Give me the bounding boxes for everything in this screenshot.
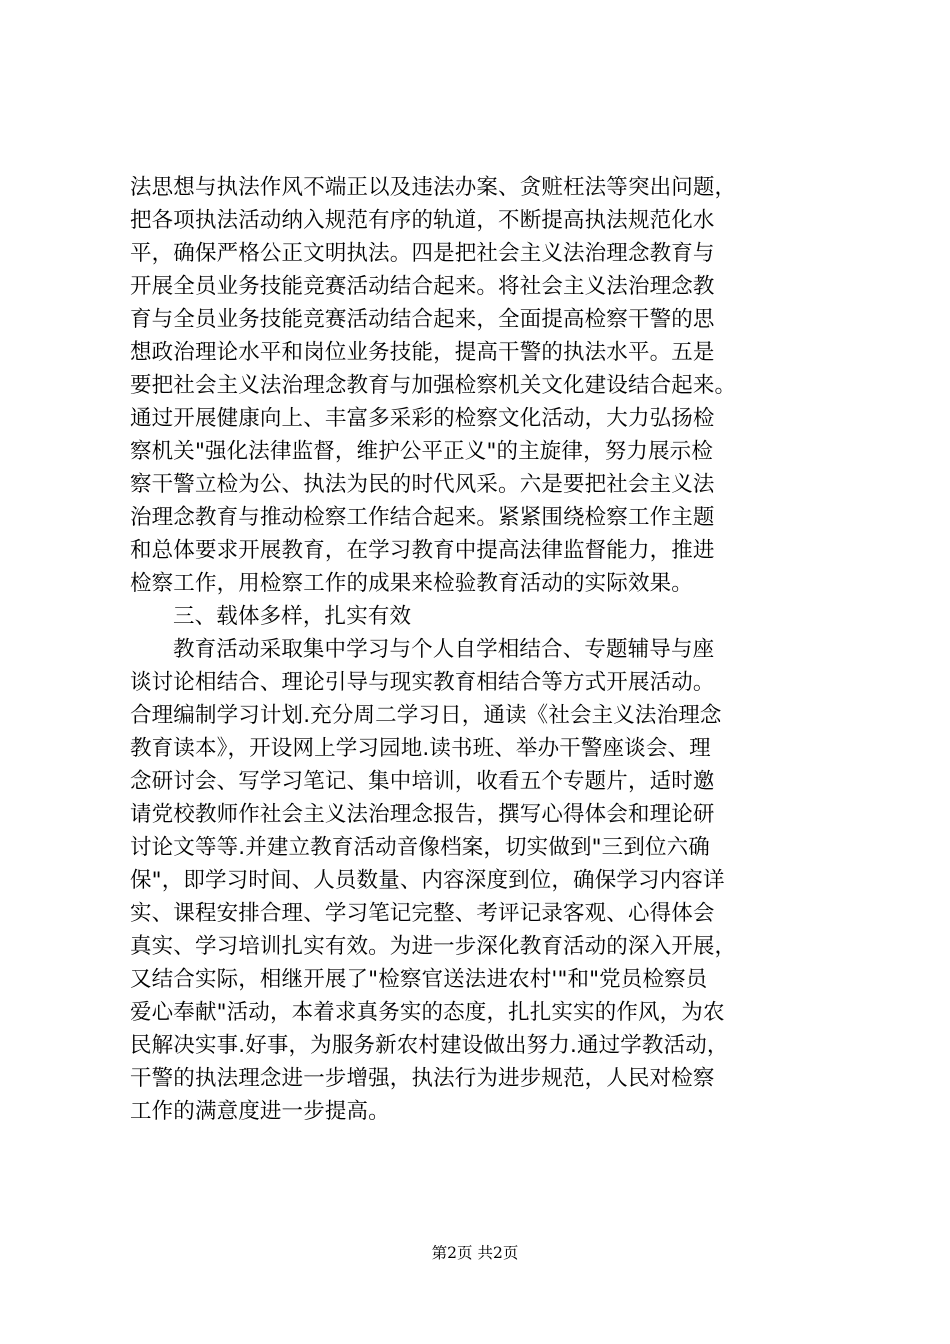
page-footer: 第2页 共2页 <box>431 1244 519 1262</box>
text-line: 通过开展健康向上、丰富多采彩的检察文化活动，大力弘扬检 <box>130 406 715 431</box>
text-line: 察干警立检为公、执法为民的时代风采。六是要把社会主义法 <box>130 472 715 497</box>
text-line: 把各项执法活动纳入规范有序的轨道，不断提高执法规范化水 <box>130 208 715 233</box>
text-line: 育与全员业务技能竞赛活动结合起来，全面提高检察干警的思 <box>130 307 715 332</box>
text-line: 要把社会主义法治理念教育与加强检察机关文化建设结合起来。 <box>130 373 737 398</box>
section-heading: 三、载体多样，扎实有效 <box>173 604 412 629</box>
text-line: 和总体要求开展教育，在学习教育中提高法律监督能力，推进 <box>130 538 715 563</box>
text-line: 念研讨会、写学习笔记、集中培训，收看五个专题片，适时邀 <box>130 769 715 794</box>
text-line: 保"，即学习时间、人员数量、内容深度到位，确保学习内容详 <box>130 868 725 893</box>
text-line: 平，确保严格公正文明执法。四是把社会主义法治理念教育与 <box>130 241 715 266</box>
text-line: 教育读本》，开设网上学习园地.读书班、举办干警座谈会、理 <box>130 736 711 761</box>
text-line: 察机关"强化法律监督，维护公平正义"的主旋律，努力展示检 <box>130 439 713 464</box>
text-line: 民解决实事.好事，为服务新农村建设做出努力.通过学教活动， <box>130 1033 729 1058</box>
text-line: 教育活动采取集中学习与个人自学相结合、专题辅导与座 <box>173 637 715 662</box>
text-line: 请党校教师作社会主义法治理念报告，撰写心得体会和理论研 <box>130 802 715 827</box>
text-line: 想政治理论水平和岗位业务技能，提高干警的执法水平。五是 <box>130 340 715 365</box>
text-line: 真实、学习培训扎实有效。为进一步深化教育活动的深入开展， <box>130 934 737 959</box>
text-line: 检察工作，用检察工作的成果来检验教育活动的实际效果。 <box>130 571 693 596</box>
text-line: 开展全员业务技能竞赛活动结合起来。将社会主义法治理念教 <box>130 274 715 299</box>
text-line: 讨论文等等.并建立教育活动音像档案，切实做到"三到位六确 <box>130 835 710 860</box>
text-line: 又结合实际，相继开展了"检察官送法进农村'"和"党员检察员 <box>130 967 708 992</box>
text-line: 谈讨论相结合、理论引导与现实教育相结合等方式开展活动。 <box>130 670 715 695</box>
text-line: 工作的满意度进一步提高。 <box>130 1099 390 1124</box>
text-line: 治理念教育与推动检察工作结合起来。紧紧围绕检察工作主题 <box>130 505 715 530</box>
text-line: 干警的执法理念进一步增强，执法行为进步规范，人民对检察 <box>130 1066 715 1091</box>
text-line: 实、课程安排合理、学习笔记完整、考评记录客观、心得体会 <box>130 901 715 926</box>
text-line: 合理编制学习计划.充分周二学习日，通读《社会主义法治理念 <box>130 703 722 728</box>
text-line: 法思想与执法作风不端正以及违法办案、贪赃枉法等突出问题， <box>130 175 737 200</box>
body-text <box>130 171 830 1128</box>
text-line: 爱心奉献"活动，本着求真务实的态度，扎扎实实的作风，为农 <box>130 1000 725 1025</box>
